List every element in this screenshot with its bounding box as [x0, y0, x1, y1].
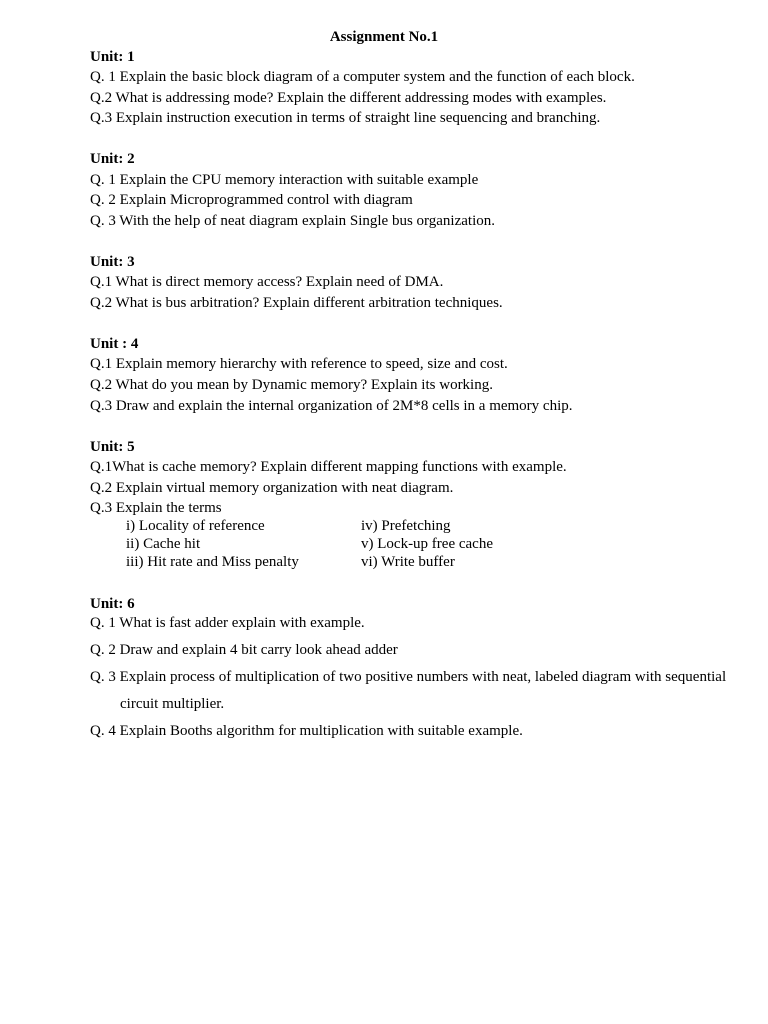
- unit-6-heading: Unit: 6: [90, 596, 135, 612]
- unit-3-heading: Unit: 3: [90, 254, 135, 270]
- unit-5-question-3: Q.3 Explain the terms: [90, 500, 222, 516]
- term-item: i) Locality of reference: [126, 518, 265, 534]
- unit-2-heading: Unit: 2: [90, 151, 135, 167]
- unit-1-heading: Unit: 1: [90, 49, 135, 65]
- unit-1-question-3: Q.3 Explain instruction execution in terms of straight line sequencing and branching.: [90, 110, 601, 126]
- unit-5-question-1: Q.1What is cache memory? Explain different mapping functions with example.: [90, 459, 567, 475]
- unit-5-heading: Unit: 5: [90, 439, 135, 455]
- unit-4-question-3: Q.3 Draw and explain the internal organization of 2M*8 cells in a memory chip.: [90, 398, 573, 414]
- unit-3-question-1: Q.1 What is direct memory access? Explain need of DMA.: [90, 274, 444, 290]
- unit-3-question-2: Q.2 What is bus arbitration? Explain different arbitration techniques.: [90, 295, 503, 311]
- term-item: iv) Prefetching: [361, 518, 451, 534]
- unit-6-question-1: Q. 1 What is fast adder explain with example.: [90, 615, 365, 631]
- unit-2-question-3: Q. 3 With the help of neat diagram explain Single bus organization.: [90, 213, 495, 229]
- term-item: v) Lock-up free cache: [361, 536, 493, 552]
- unit-6-question-3-continued: circuit multiplier.: [120, 696, 225, 712]
- unit-6-question-2: Q. 2 Draw and explain 4 bit carry look ahead adder: [90, 642, 398, 658]
- unit-2-question-1: Q. 1 Explain the CPU memory interaction with suitable example: [90, 172, 479, 188]
- unit-2-question-2: Q. 2 Explain Microprogrammed control with diagram: [90, 192, 413, 208]
- term-item: iii) Hit rate and Miss penalty: [126, 554, 299, 570]
- unit-4-heading: Unit : 4: [90, 336, 139, 352]
- unit-1-question-1: Q. 1 Explain the basic block diagram of a computer system and the function of each block.: [90, 69, 635, 85]
- term-item: vi) Write buffer: [361, 554, 455, 570]
- unit-4-question-1: Q.1 Explain memory hierarchy with reference to speed, size and cost.: [90, 356, 508, 372]
- unit-6-question-4: Q. 4 Explain Booths algorithm for multiplication with suitable example.: [90, 723, 523, 739]
- unit-1-question-2: Q.2 What is addressing mode? Explain the different addressing modes with examples.: [90, 90, 607, 106]
- unit-6-question-3: Q. 3 Explain process of multiplication of two positive numbers with neat, labeled diagram with sequential: [90, 669, 727, 685]
- unit-5-question-2: Q.2 Explain virtual memory organization with neat diagram.: [90, 480, 454, 496]
- term-item: ii) Cache hit: [126, 536, 201, 552]
- assignment-title: Assignment No.1: [329, 29, 439, 45]
- unit-4-question-2: Q.2 What do you mean by Dynamic memory? Explain its working.: [90, 377, 493, 393]
